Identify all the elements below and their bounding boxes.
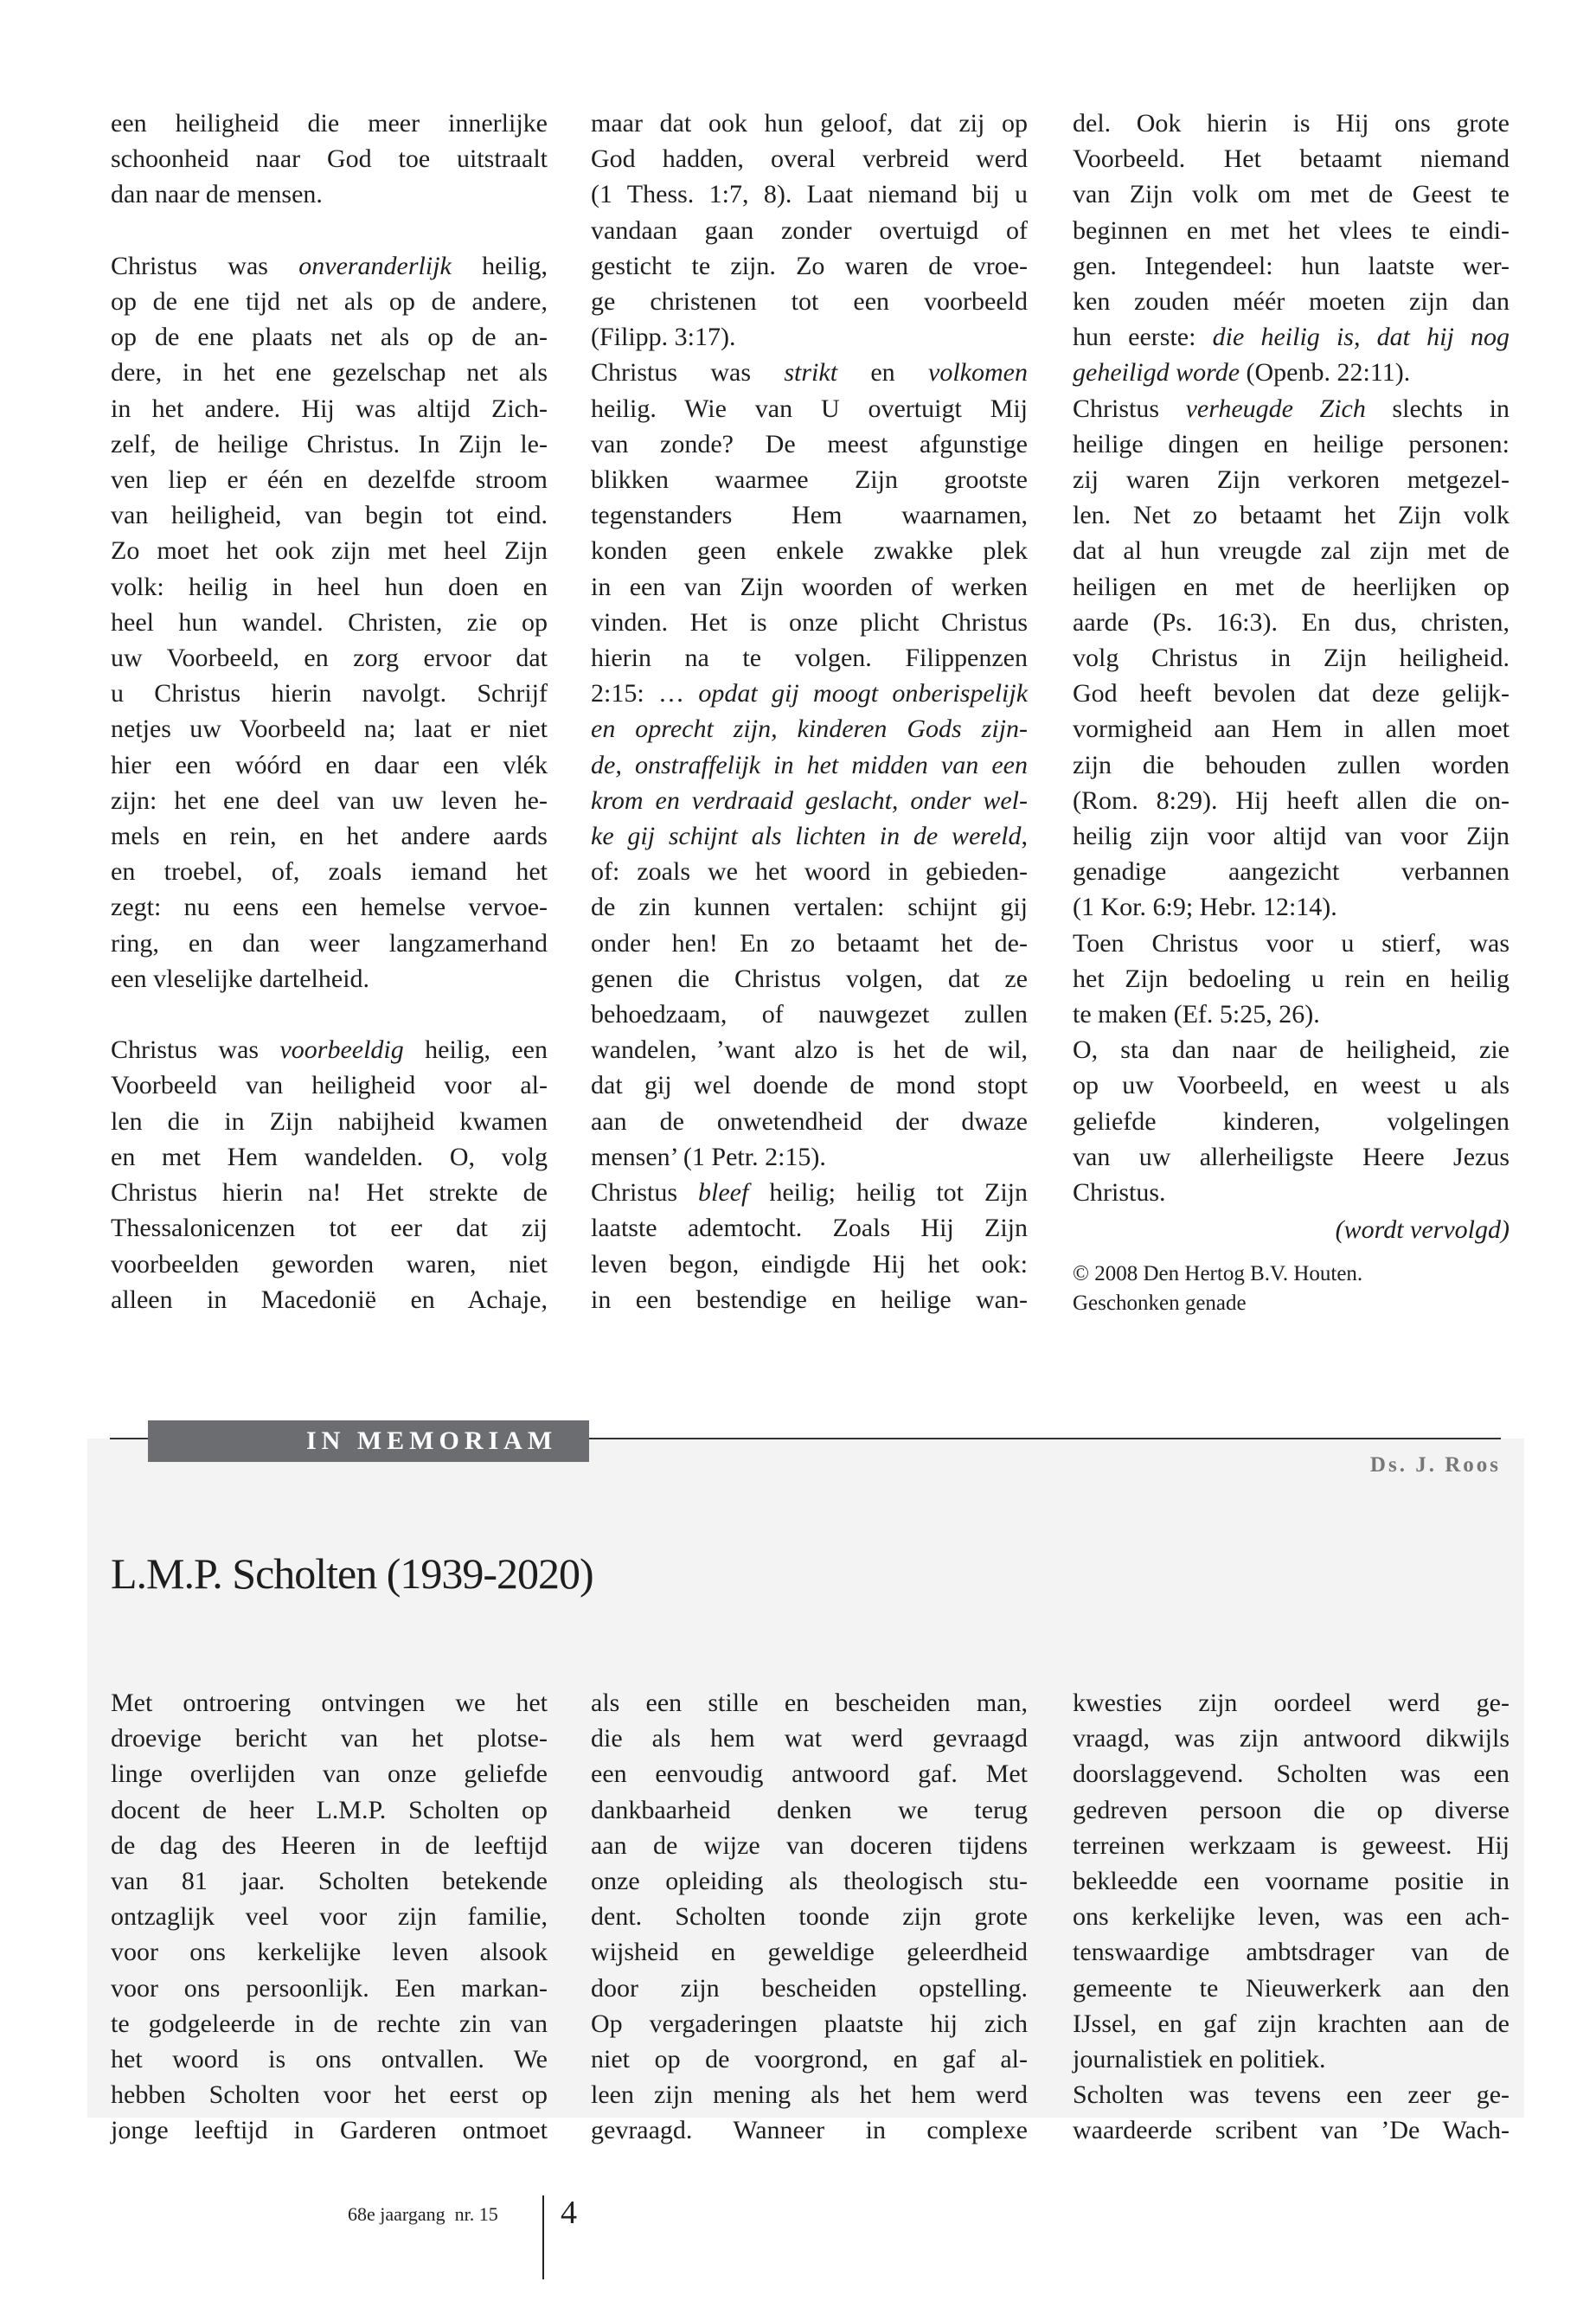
text-line: ge christenen tot een voorbeeld (591, 287, 1028, 317)
text-line: van 81 jaar. Scholten betekende (111, 1867, 548, 1896)
text-line: dan naar de mensen. (111, 180, 323, 209)
text-line: (Rom. 8:29). Hij heeft allen die on- (1073, 785, 1509, 815)
text-line: maar dat ook hun geloof, dat zij op (591, 109, 1028, 138)
article-end-notes (1073, 1212, 1509, 1318)
text-line: Christus verheugde Zich slechts in (1073, 394, 1509, 423)
text-line: del. Ook hierin is Hij ons grote (1073, 109, 1509, 138)
text-line: tenswaardige ambtsdrager van de (1073, 1938, 1509, 1967)
text-line: geliefde kinderen, volgelingen (1073, 1106, 1509, 1136)
text-line: een eenvoudig antwoord gaf. Met (591, 1759, 1028, 1789)
text-line: behoedzaam, of nauwgezet zullen (591, 1000, 1028, 1029)
text-line: docent de heer L.M.P. Scholten op (111, 1795, 548, 1824)
author-byline: Ds. J. Roos (1369, 1453, 1501, 1477)
text-line: alleen in Macedonië en Achaje, (111, 1285, 548, 1314)
text-line: beginnen en met het vlees te eindi- (1073, 215, 1509, 245)
text-line: heilig. Wie van U overtuigt Mij (591, 394, 1028, 423)
text-line: wandelen, ’want alzo is het de wil, (591, 1035, 1028, 1065)
text-line: voor ons persoonlijk. Een markan- (111, 1973, 548, 2003)
text-line: vormigheid aan Hem in allen moet (1073, 715, 1509, 744)
text-line: van uw allerheiligste Heere Jezus (1073, 1142, 1509, 1171)
text-line: leen zijn mening als het hem werd (591, 2080, 1028, 2110)
text-line: onder hen! En zo betaamt het de- (591, 928, 1028, 958)
text-line: dat gij wel doende de mond stopt (591, 1071, 1028, 1100)
text-line: hebben Scholten voor het eerst op (111, 2080, 548, 2110)
text-line: voorbeelden geworden waren, niet (111, 1249, 548, 1279)
text-line: in een bestendige en heilige wan- (591, 1285, 1028, 1314)
text-line: heilige dingen en heilige personen: (1073, 429, 1509, 458)
section-label-bar (148, 1420, 589, 1462)
text-line: ontzaglijk veel voor zijn familie, (111, 1902, 548, 1932)
text-line: mels en rein, en het andere aards (111, 822, 548, 851)
text-line: Christus. (1073, 1178, 1166, 1208)
text-line: gesticht te zijn. Zo waren de vroe- (591, 251, 1028, 280)
text-line: onze opleiding als theologisch stu- (591, 1867, 1028, 1896)
text-line: te godgeleerde in de rechte zin van (111, 2009, 548, 2038)
text-line: vinden. Het is onze plicht Christus (591, 607, 1028, 637)
text-line: de, onstraffelijk in het midden van een (591, 750, 1028, 779)
text-line: voor ons kerkelijke leven alsook (111, 1938, 548, 1967)
text-line: een vleselijke dartelheid. (111, 964, 370, 993)
text-line: Christus was voorbeeldig heilig, een (111, 1035, 548, 1065)
text-line: zijn die behouden zullen worden (1073, 750, 1509, 779)
text-line: (1 Kor. 6:9; Hebr. 12:14). (1073, 893, 1337, 922)
text-line: uw Voorbeeld, en zorg ervoor dat (111, 644, 548, 673)
text-line: Voorbeeld. Het betaamt niemand (1073, 144, 1509, 174)
text-line: het Zijn bedoeling u rein en heilig (1073, 964, 1509, 993)
text-line: genen die Christus volgen, dat ze (591, 964, 1028, 993)
text-line: door zijn bescheiden opstelling. (591, 1973, 1028, 2003)
text-line: hierin na te volgen. Filippenzen (591, 644, 1028, 673)
text-line: aan de onwetendheid der dwaze (591, 1106, 1028, 1136)
memoriam-column-2 (591, 1685, 1028, 2149)
text-line: dere, in het ene gezelschap net als (111, 358, 548, 388)
text-line: een heiligheid die meer innerlijke (111, 109, 548, 138)
text-line: konden geen enkele zwakke plek (591, 536, 1028, 566)
continued-note: (wordt vervolgd) (1335, 1215, 1509, 1244)
text-line: zelf, de heilige Christus. In Zijn le- (111, 429, 548, 458)
text-line: dent. Scholten toonde zijn grote (591, 1902, 1028, 1932)
text-line: zij waren Zijn verkoren metgezel- (1073, 465, 1509, 495)
text-line: als een stille en bescheiden man, (591, 1689, 1028, 1717)
text-line: dat al hun vreugde zal zijn met de (1073, 536, 1509, 566)
text-line: (Filipp. 3:17). (591, 323, 736, 352)
text-line: tegenstanders Hem waarnamen, (591, 501, 1028, 530)
text-line: vandaan gaan zonder overtuigd of (591, 215, 1028, 245)
text-line: netjes uw Voorbeeld na; laat er niet (111, 715, 548, 744)
text-line (111, 213, 548, 248)
text-line: aan de wijze van doceren tijdens (591, 1830, 1028, 1860)
text-line: zijn: het ene deel van uw leven he- (111, 785, 548, 815)
text-line: Christus hierin na! Het strekte de (111, 1178, 548, 1208)
text-line: de dag des Heeren in de leeftijd (111, 1830, 548, 1860)
issue-info: 68e jaargang nr. 15 (348, 2203, 498, 2225)
text-line: of: zoals we het woord in gebieden- (591, 857, 1028, 887)
text-line: ven liep er één en dezelfde stroom (111, 465, 548, 495)
text-line: journalistiek en politiek. (1073, 2045, 1326, 2074)
text-line: O, sta dan naar de heiligheid, zie (1073, 1035, 1509, 1065)
text-line: krom en verdraaid geslacht, onder wel- (591, 785, 1028, 815)
text-line: Thessalonicenzen tot eer dat zij (111, 1214, 548, 1243)
text-line: volk: heilig in heel hun doen en (111, 572, 548, 601)
text-line (111, 997, 548, 1032)
text-line: dankbaarheid denken we terug (591, 1795, 1028, 1824)
text-line: Christus was strikt en volkomen (591, 358, 1028, 388)
text-line: en troebel, of, zoals iemand het (111, 857, 548, 887)
text-line: aarde (Ps. 16:3). En dus, christen, (1073, 607, 1509, 637)
text-line: len. Net zo betaamt het Zijn volk (1073, 501, 1509, 530)
copyright-line: © 2008 Den Hertog B.V. Houten. (1073, 1262, 1363, 1286)
text-line: heilig zijn voor altijd van voor Zijn (1073, 822, 1509, 851)
text-line: heel hun wandel. Christen, zie op (111, 607, 548, 637)
text-line: van heiligheid, van begin tot eind. (111, 501, 548, 530)
text-line: volg Christus in Zijn heiligheid. (1073, 644, 1509, 673)
text-line: hier een wóórd en daar een vlék (111, 750, 548, 779)
text-line: Voorbeeld van heiligheid voor al- (111, 1071, 548, 1100)
text-line: len die in Zijn nabijheid kwamen (111, 1106, 548, 1136)
text-line: en met Hem wandelden. O, volg (111, 1142, 548, 1171)
copyright-notice (1073, 1259, 1509, 1318)
text-line: op uw Voorbeeld, en weest u als (1073, 1071, 1509, 1100)
text-line: linge overlijden van onze geliefde (111, 1759, 548, 1789)
text-line: kwesties zijn oordeel werd ge- (1073, 1689, 1509, 1717)
text-line: ons kerkelijke leven, was een ach- (1073, 1902, 1509, 1932)
text-line: de zin kunnen vertalen: schijnt gij (591, 893, 1028, 922)
text-line: in een van Zijn woorden of werken (591, 572, 1028, 601)
text-line: doorslaggevend. Scholten was een (1073, 1759, 1509, 1789)
text-line: te maken (Ef. 5:25, 26). (1073, 1000, 1320, 1029)
text-line: (1 Thess. 1:7, 8). Laat niemand bij u (591, 180, 1028, 209)
text-line: geheiligd worde (Openb. 22:11). (1073, 358, 1411, 388)
text-line: wijsheid en geweldige geleerdheid (591, 1938, 1028, 1967)
text-line: op de ene plaats net als op de an- (111, 323, 548, 352)
text-line: Op vergaderingen plaatste hij zich (591, 2009, 1028, 2038)
text-line: vraagd, was zijn antwoord dikwijls (1073, 1724, 1509, 1753)
text-line: gedreven persoon die op diverse (1073, 1795, 1509, 1824)
footer-divider (542, 2195, 544, 2279)
section-label: IN MEMORIAM (306, 1426, 558, 1455)
text-line: gen. Integendeel: hun laatste wer- (1073, 251, 1509, 280)
text-line: waardeerde scribent van ’De Wach- (1073, 2116, 1509, 2145)
text-line: en oprecht zijn, kinderen Gods zijn- (591, 715, 1028, 744)
article-column-2 (591, 106, 1028, 1317)
text-line: Christus was onveranderlijk heilig, (111, 251, 548, 280)
text-line: Zo moet het ook zijn met heel Zijn (111, 536, 548, 566)
text-line: ken zouden méér moeten zijn dan (1073, 287, 1509, 317)
text-line: zegt: nu eens een hemelse vervoe- (111, 893, 548, 922)
text-line: u Christus hierin navolgt. Schrijf (111, 679, 548, 708)
text-line: droevige bericht van het plotse- (111, 1724, 548, 1753)
text-line: laatste ademtocht. Zoals Hij Zijn (591, 1214, 1028, 1243)
text-line: ring, en dan weer langzamerhand (111, 928, 548, 958)
text-line: gemeente te Nieuwerkerk aan den (1073, 1973, 1509, 2003)
text-line: Scholten was tevens een zeer ge- (1073, 2080, 1509, 2110)
memoriam-column-1 (111, 1685, 548, 2149)
text-line: gevraagd. Wanneer in complexe (591, 2116, 1028, 2145)
text-line: IJssel, en gaf zijn krachten aan de (1073, 2009, 1509, 2038)
text-line: bekleedde een voorname positie in (1073, 1867, 1509, 1896)
text-line: Toen Christus voor u stierf, was (1073, 928, 1509, 958)
text-line: Met ontroering ontvingen we het (111, 1689, 548, 1717)
text-line: leven begon, eindigde Hij het ook: (591, 1249, 1028, 1279)
text-line: blikken waarmee Zijn grootste (591, 465, 1028, 495)
text-line: het woord is ons ontvallen. We (111, 2045, 548, 2074)
text-line: jonge leeftijd in Garderen ontmoet (111, 2116, 548, 2145)
text-line: 2:15: … opdat gij moogt onberispelijk (591, 679, 1029, 708)
page-number: 4 (561, 2195, 577, 2231)
text-line: die als hem wat werd gevraagd (591, 1724, 1028, 1753)
article-column-3 (1073, 106, 1509, 1210)
text-line: van Zijn volk om met de Geest te (1073, 180, 1509, 209)
article-column-1 (111, 106, 548, 1317)
text-line: heiligen en met de heerlijken op (1073, 572, 1509, 601)
text-line: mensen’ (1 Petr. 2:15). (591, 1142, 826, 1171)
text-line: in het andere. Hij was altijd Zich- (111, 394, 548, 423)
text-line: van zonde? De meest afgunstige (591, 429, 1028, 458)
memoriam-column-3 (1073, 1685, 1509, 2149)
text-line: ke gij schijnt als lichten in de wereld, (591, 822, 1028, 851)
text-line: Christus bleef heilig; heilig tot Zijn (591, 1178, 1028, 1208)
text-line: niet op de voorgrond, en gaf al- (591, 2045, 1028, 2074)
text-line: God hadden, overal verbreid werd (591, 144, 1028, 174)
text-line: genadige aangezicht verbannen (1073, 857, 1509, 887)
text-line: God heeft bevolen dat deze gelijk- (1073, 679, 1509, 708)
source-title: Geschonken genade (1073, 1292, 1247, 1316)
text-line: terreinen werkzaam is geweest. Hij (1073, 1830, 1509, 1860)
article-title: L.M.P. Scholten (1939-2020) (111, 1549, 593, 1598)
text-line: schoonheid naar God toe uitstraalt (111, 144, 548, 174)
text-line: op de ene tijd net als op de andere, (111, 287, 548, 317)
text-line: hun eerste: die heilig is, dat hij nog (1073, 323, 1509, 352)
